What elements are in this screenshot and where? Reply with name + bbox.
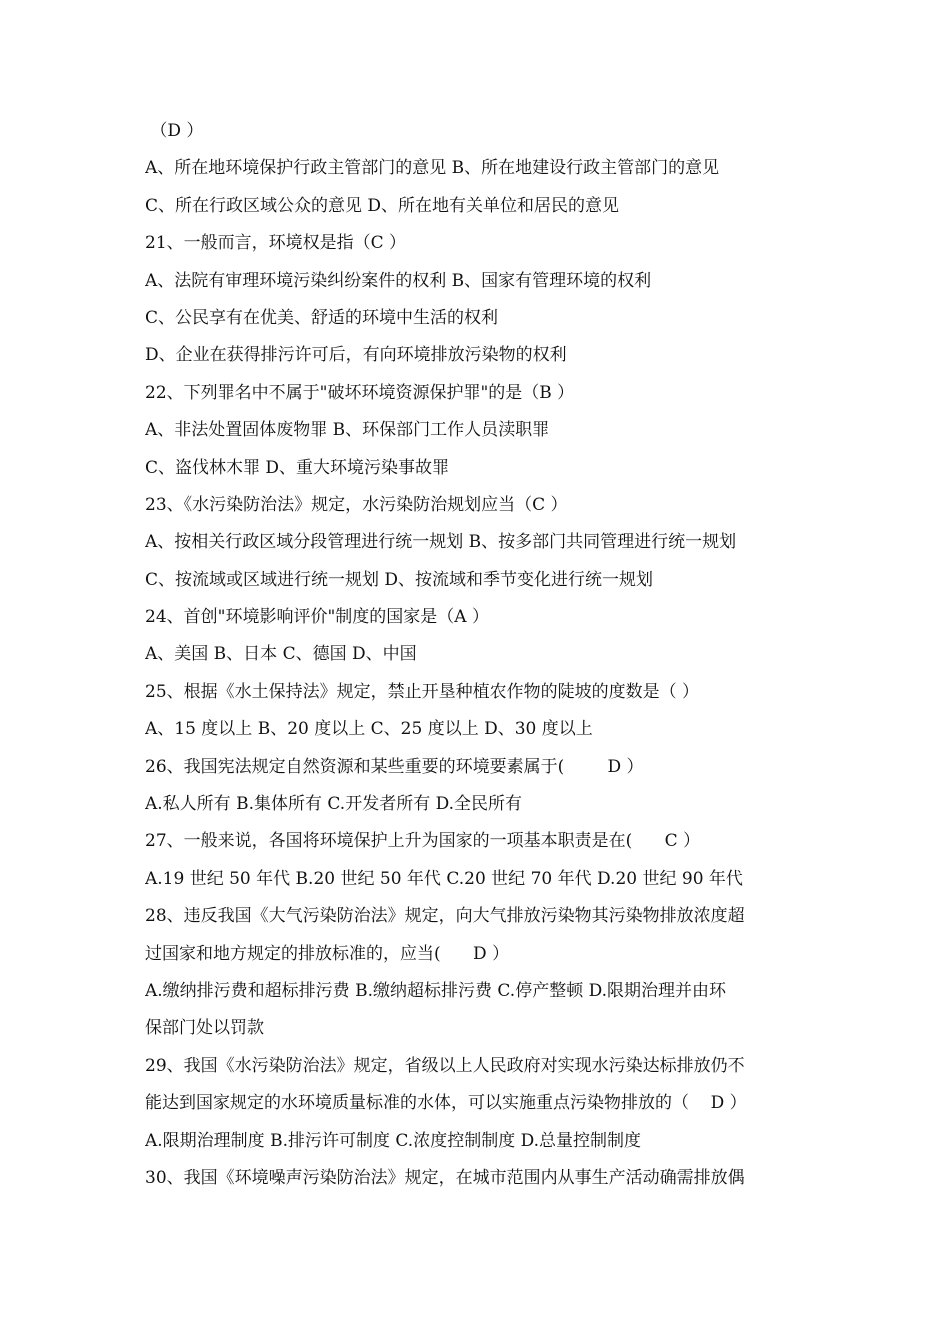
document-body <box>145 113 815 1197</box>
text-line: A.私人所有 B.集体所有 C.开发者所有 D.全民所有 <box>145 794 523 815</box>
text-line: 23、《水污染防治法》规定，水污染防治规划应当（C ） <box>145 494 568 515</box>
text-line: 27、一般来说，各国将环境保护上升为国家的一项基本职责是在( C ） <box>145 831 701 852</box>
text-line: 能达到国家规定的水环境质量标准的水体，可以实施重点污染物排放的（ D ） <box>145 1093 747 1114</box>
text-line: C、公民享有在优美、舒适的环境中生活的权利 <box>145 307 499 328</box>
text-line: C、盗伐林木罪 D、重大环境污染事故罪 <box>145 457 450 478</box>
text-line: 保部门处以罚款 <box>145 1018 264 1039</box>
text-line: 30、我国《环境噪声污染防治法》规定，在城市范围内从事生产活动确需排放偶 <box>145 1167 745 1188</box>
text-line: A、所在地环境保护行政主管部门的意见 B、所在地建设行政主管部门的意见 <box>145 158 720 179</box>
text-line: A、按相关行政区域分段管理进行统一规划 B、按多部门共同管理进行统一规划 <box>145 532 737 553</box>
text-line: A.限期治理制度 B.排污许可制度 C.浓度控制制度 D.总量控制制度 <box>145 1130 642 1151</box>
text-line: A、非法处置固体废物罪 B、环保部门工作人员渎职罪 <box>145 420 550 441</box>
text-line: A、美国 B、日本 C、德国 D、中国 <box>145 644 417 665</box>
text-line: C、所在行政区域公众的意见 D、所在地有关单位和居民的意见 <box>145 195 620 216</box>
text-line: （D ） <box>145 121 204 141</box>
text-line: A、15 度以上 B、20 度以上 C、25 度以上 D、30 度以上 <box>145 719 593 740</box>
text-line: 28、违反我国《大气污染防治法》规定，向大气排放污染物其污染物排放浓度超 <box>145 906 745 927</box>
text-line: 过国家和地方规定的排放标准的，应当( D ） <box>145 943 510 964</box>
text-line: A.19 世纪 50 年代 B.20 世纪 50 年代 C.20 世纪 70 年代 D.20 世纪 90 年代 <box>145 868 743 889</box>
text-line: 25、根据《水土保持法》规定，禁止开垦种植农作物的陡坡的度数是（ ） <box>145 681 700 702</box>
text-line: A、法院有审理环境污染纠纷案件的权利 B、国家有管理环境的权利 <box>145 270 652 291</box>
text-line: 22、下列罪名中不属于"破坏环境资源保护罪"的是（B ） <box>145 382 575 403</box>
text-line: A.缴纳排污费和超标排污费 B.缴纳超标排污费 C.停产整顿 D.限期治理并由环 <box>145 980 727 1001</box>
text-line: 26、我国宪法规定自然资源和某些重要的环境要素属于( D ） <box>145 756 644 777</box>
text-line: C、按流域或区域进行统一规划 D、按流域和季节变化进行统一规划 <box>145 569 654 590</box>
text-line: 21、一般而言，环境权是指（C ） <box>145 233 407 254</box>
text-line: 24、首创"环境影响评价"制度的国家是（A ） <box>145 607 489 628</box>
text-line: 29、我国《水污染防治法》规定，省级以上人民政府对实现水污染达标排放仍不 <box>145 1055 745 1076</box>
text-line: D、企业在获得排污许可后，有向环境排放污染物的权利 <box>145 345 567 366</box>
